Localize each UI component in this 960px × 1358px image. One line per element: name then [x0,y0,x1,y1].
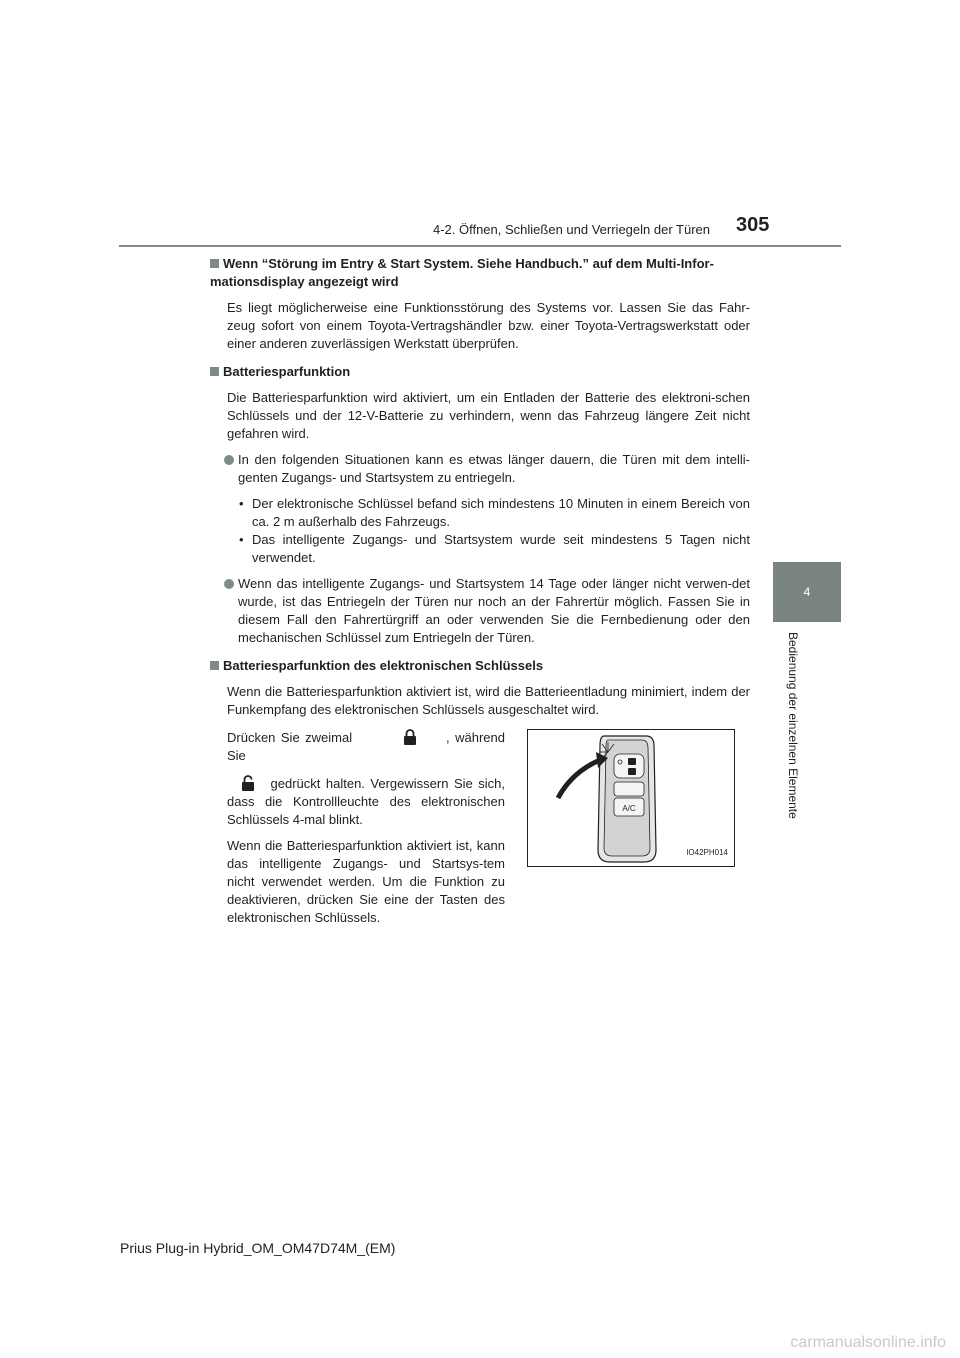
lock-icon [403,729,417,745]
header-divider [119,245,841,247]
instruction-text: Drücken Sie zweimal , während Sie gedrückt halten. Vergewissern Sie sich, dass die Kontrollleuchte des elektronischen Schlüssels 4-mal blinkt. Wenn die Batteriesparfunktion aktiviert ist, kann das intelligente Zugangs- und Startsys-tem nicht verwendet werden. Um die Funktion zu deaktivieren, drücken Sie eine der Tasten des elektronischen Schlüssels. [227,730,505,925]
section-text-battery-saving: Die Batteriesparfunktion wird aktiviert, um ein Entladen der Batterie des elektroni-schen Schlüssels und der 12-V-Batterie zu verhindern, wenn das Fahrzeug längere Zeit nicht gefahren wird. [227,390,750,441]
sub-list-item: • Das intelligente Zugangs- und Startsystem wurde seit mindestens 5 Tagen nicht verwendet. [239,532,750,565]
unlock-icon [241,775,255,791]
ac-button-label: A/C [622,804,636,813]
list-item: Wenn das intelligente Zugangs- und Startsystem 14 Tage oder länger nicht verwen-det wurde, ist das Entriegeln der Türen nur noch an der Fahrertür möglich. Fassen Sie in diesem Fall den Fahrertürgriff an oder verwenden Sie die Fernbedienung oder den mechanischen Schlüssel zum Entriegeln der Türen. [210,575,750,647]
watermark: carmanualsonline.info [790,1334,946,1351]
chapter-number: 4 [803,585,811,599]
section-text-error-message: Es liegt möglicherweise eine Funktionsstörung des Systems vor. Lassen Sie das Fahr-zeug sofort von einem Toyota-Vertragshändler bzw. einer Toyota-Vertragswerkstatt oder einer anderen zuverlässigen Werkstatt überprüfen. [227,300,750,351]
figure-id-label: IO42PH014 [686,848,728,857]
electronic-key-figure [527,729,735,867]
circle-bullet-icon [224,579,234,589]
page-content [210,255,750,929]
section-heading-key-battery-saving: Batteriesparfunktion des elektronischen Schlüssels [210,657,750,675]
square-bullet-icon [210,367,219,376]
instruction-with-figure [210,729,750,929]
footer-manual-id: Prius Plug-in Hybrid_OM_OM47D74M_(EM) [120,1240,396,1256]
square-bullet-icon [210,259,219,268]
square-bullet-icon [210,661,219,670]
sub-list-item: • Der elektronische Schlüssel befand sich mindestens 10 Minuten in einem Bereich von ca. 2 m außerhalb des Fahrzeugs. [239,496,750,529]
running-header: 4-2. Öffnen, Schließen und Verriegeln der Türen [432,222,710,237]
chapter-title: Bedienung der einzelnen Elemente [786,632,800,819]
chapter-tab [773,562,841,622]
section-text-key-battery-saving: Wenn die Batteriesparfunktion aktiviert ist, wird die Batterieentladung minimiert, indem der Funkempfang des elektronischen Schlüssels ausgeschaltet wird. [227,684,750,717]
section-heading-battery-saving: Batteriesparfunktion [210,363,750,381]
circle-bullet-icon [224,455,234,465]
page-number: 305 [736,214,770,236]
list-item: In den folgenden Situationen kann es etwas länger dauern, die Türen mit dem intelli-genten Zugangs- und Startsystem zu entriegeln. [210,451,750,487]
section-heading-error-message: Wenn “Störung im Entry & Start System. Siehe Handbuch.” auf dem Multi-Infor-mationsdisplay angezeigt wird [210,256,714,289]
